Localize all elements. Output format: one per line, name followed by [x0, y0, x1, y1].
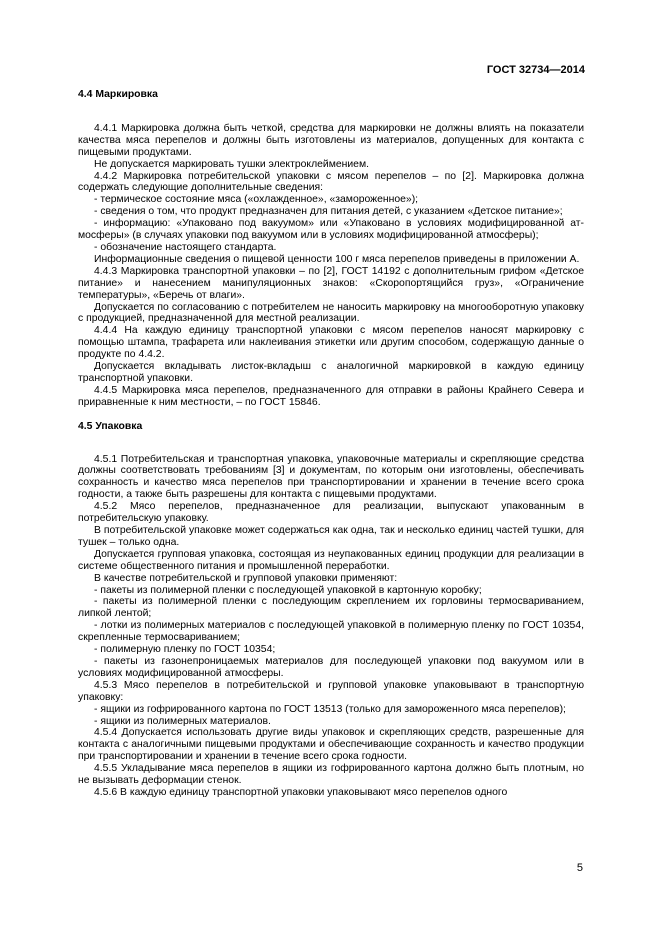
paragraph: В качестве потребительской и групповой упаковки применяют:	[94, 572, 398, 584]
paragraph: 4.4.2 Маркировка потребительской упаковки с мясом перепелов – по [2]. Маркировка должна содержать следующие дополнительные сведения:	[78, 170, 584, 194]
list-item: - ящики из полимерных материалов.	[94, 715, 271, 727]
paragraph: В потребительской упаковке может содержаться как одна, так и несколько единиц частей тушки, для тушек – только одна.	[78, 525, 584, 548]
paragraph: 4.4.5 Маркировка мяса перепелов, предназначенного для отправки в районы Крайнего Севера и приравненные к ним местности, – по ГОСТ 15846.	[78, 384, 584, 408]
list-item: - пакеты из полимерной пленки с последующей упаковкой в картонную коробку;	[94, 584, 482, 596]
paragraph: Допускается по согласованию с потребителем не наносить маркировку на многооборотную упаковку с продукцией, предназначенной для местной реализации.	[78, 301, 584, 325]
list-item: - пакеты из полимерной пленки с последующим скреплением их горловины термосвариванием, липкой лентой;	[78, 596, 584, 620]
list-item: - термическое состояние мяса («охлажденное», «замороженное»);	[94, 194, 419, 206]
list-item: - полимерную пленку по ГОСТ 10354;	[94, 644, 276, 656]
paragraph: 4.4.4 На каждую единицу транспортной упаковки с мясом перепелов наносят маркировку с помощью штампа, трафарета или наклеивания этикетки или другим способом, содержащую данные о продукте по 4.4.2.	[78, 325, 584, 361]
paragraph: Допускается групповая упаковка, состоящая из неупакованных единиц продукции для реализации в системе общественного питания и промышленной переработки.	[78, 548, 584, 572]
list-item: - ящики из гофрированного картона по ГОСТ 13513 (только для замороженного мяса перепелов);	[94, 703, 566, 715]
list-item: - информацию: «Упаковано под вакуумом» или «Упаковано в условиях модифицированной ат-мосферы» (в случаях упаковки под вакуумом или в условиях модифицированной атмосферы);	[78, 218, 584, 242]
section-heading-marking: 4.4 Маркировка	[78, 89, 158, 100]
paragraph: 4.4.3 Маркировка транспортной упаковки – по [2], ГОСТ 14192 с дополнительным грифом «Детское питание» и нанесением манипуляционных знаков: «Скоропортящийся груз», «Ограничение температуры», «Беречь от влаги».	[78, 265, 584, 301]
paragraph: Информационные сведения о пищевой ценности 100 г мяса перепелов приведены в приложении А.	[94, 253, 580, 265]
section-heading-packaging: 4.5 Упаковка	[78, 420, 143, 432]
list-item: - лотки из полимерных материалов с последующей упаковкой в полимерную пленку по ГОСТ 10354, скрепленные термосвариванием;	[78, 620, 584, 644]
paragraph: Не допускается маркировать тушки электроклеймением.	[94, 158, 369, 170]
paragraph: 4.5.3 Мясо перепелов в потребительской и групповой упаковке упаковывают в транспортную упаковку:	[78, 679, 584, 703]
paragraph: 4.5.2 Мясо перепелов, предназначенное для реализации, выпускают упакованным в потребительскую упаковку.	[78, 501, 584, 525]
paragraph: 4.5.6 В каждую единицу транспортной упаковки упаковывают мясо перепелов одного	[94, 786, 508, 798]
list-item: - пакеты из газонепроницаемых материалов для последующей упаковки под вакуумом или в условиях модифицированной атмосферы.	[78, 655, 584, 679]
paragraph: Допускается вкладывать листок-вкладыш с аналогичной маркировкой в каждую единицу транспортной упаковки.	[78, 361, 584, 384]
paragraph: 4.5.1 Потребительская и транспортная упаковка, упаковочные материалы и скрепляющие средства должны соответствовать требованиям [3] и документам, по которым они изготовлены, обеспечивать сохранность и качество мяса перепелов при транспортировании и хранении в течение всего срока годности, а также быть разрешены для контакта с пищевыми продуктами.	[78, 453, 584, 501]
document-id: ГОСТ 32734—2014	[486, 64, 585, 76]
paragraph: 4.4.1 Маркировка должна быть четкой, средства для маркировки не должны влиять на показатели качества мяса перепелов и должны быть изготовлены из материалов, допущенных для контакта с пищевыми продуктами.	[78, 122, 584, 158]
list-item: - сведения о том, что продукт предназначен для питания детей, с указанием «Детское питание»;	[94, 206, 563, 218]
list-item: - обозначение настоящего стандарта.	[94, 241, 277, 253]
paragraph: 4.5.5 Укладывание мяса перепелов в ящики из гофрированного картона должно быть плотным, но не вызывать деформации стенок.	[78, 763, 584, 787]
page-content	[78, 89, 584, 799]
page-number: 5	[576, 862, 583, 874]
paragraph: 4.5.4 Допускается использовать другие виды упаковок и скрепляющих средств, разрешенные для контакта с аналогичными пищевыми продуктами и обеспечивающие сохранность и качество продукции при транспортировании и хранении в течение всего срока годности.	[78, 727, 584, 763]
